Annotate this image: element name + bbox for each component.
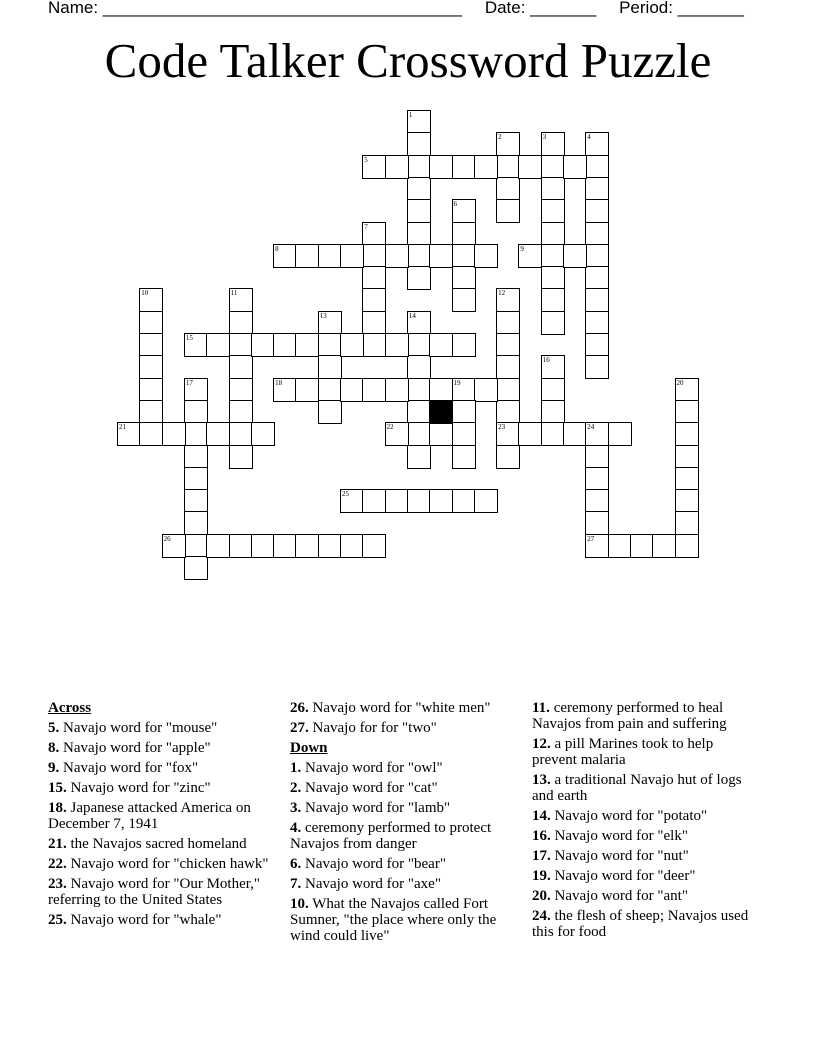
clue-number: 24 [587,423,595,432]
clue-item [48,912,278,928]
grid-cell[interactable] [429,422,453,446]
clue-item [532,736,752,768]
grid-cell[interactable] [585,222,609,246]
grid-cell[interactable] [407,199,431,223]
clue-text: Navajo word for "ant" [550,888,688,904]
grid-cell[interactable] [340,378,364,402]
grid-cell[interactable] [452,445,476,469]
grid-cell[interactable] [452,288,476,312]
clue-item [532,888,752,904]
grid-cell[interactable] [229,355,253,379]
grid-cell[interactable] [229,311,253,335]
clue-label-number: 17. [532,848,551,864]
grid-cell[interactable] [452,400,476,424]
clue-item [48,760,278,776]
grid-cell[interactable] [474,244,498,268]
grid-cell[interactable] [229,333,253,357]
clue-label-number: 6. [290,856,302,872]
clue-label-number: 3. [290,800,302,816]
clue-text: ceremony performed to protect Navajos from danger [290,820,492,852]
clue-number: 7 [364,222,368,231]
grid-cell[interactable] [541,311,565,335]
clue-number: 23 [498,423,506,432]
clue-item [48,836,278,852]
clue-number: 22 [386,423,394,432]
clue-number: 21 [119,423,126,432]
grid-cell[interactable] [496,378,520,402]
grid-cell[interactable] [541,244,565,268]
clue-number: 5 [364,155,368,164]
grid-cell[interactable] [407,222,431,246]
grid-cell[interactable] [518,422,542,446]
grid-cell[interactable] [429,244,453,268]
grid-cell[interactable] [229,378,253,402]
clue-text: Navajo word for "elk" [550,828,688,844]
clue-item [48,856,278,872]
clue-number: 3 [542,133,547,142]
grid-cell[interactable] [385,244,409,268]
clue-number: 1 [408,111,413,119]
clue-label-number: 24. [532,908,551,924]
grid-cell[interactable] [541,266,565,290]
grid-cell[interactable] [295,378,319,402]
grid-cell[interactable] [251,333,275,357]
grid-cell[interactable] [585,266,609,290]
clue-text: the Navajos sacred homeland [66,836,247,852]
clue-label-number: 2. [290,780,302,796]
clue-number: 13 [319,311,327,320]
grid-cell[interactable] [407,155,431,179]
grid-cell[interactable] [362,333,386,357]
grid-cell[interactable] [295,244,319,268]
clue-label-number: 4. [290,820,302,836]
grid-cell[interactable] [139,311,163,335]
clue-number: 4 [587,133,591,142]
grid-cell[interactable] [362,311,386,335]
clue-number: 20 [676,378,684,387]
grid-cell[interactable] [407,378,431,402]
clue-text: ceremony performed to heal Navajos from pain and suffering [532,700,727,732]
grid-cell[interactable] [474,155,498,179]
grid-cell[interactable] [407,400,431,424]
grid-cell[interactable] [474,378,498,402]
grid-cell[interactable] [385,333,409,357]
grid-cell[interactable] [541,378,565,402]
clue-text: Navajo word for "apple" [59,740,211,756]
clue-number: 25 [342,490,349,499]
grid-cell[interactable] [452,222,476,246]
clue-number: 6 [453,200,457,209]
grid-cell[interactable] [229,445,253,469]
grid-cell[interactable] [139,422,163,446]
clue-text: Navajo word for "lamb" [301,800,451,816]
clue-item [290,700,520,716]
grid-cell[interactable] [318,244,342,268]
grid-cell[interactable] [496,400,520,424]
grid-cell[interactable] [407,244,431,268]
clue-item [290,856,520,872]
clue-label-number: 13. [532,772,551,788]
clue-number: 2 [498,133,502,142]
grid-cell[interactable] [541,155,565,179]
clue-item [48,800,278,832]
grid-cell[interactable] [184,400,208,424]
clue-text: Navajo word for "nut" [550,848,689,864]
grid-cell[interactable] [139,400,163,424]
clue-text: Navajo for for "two" [308,720,437,736]
clue-number: 17 [185,378,193,387]
clue-number: 14 [408,311,416,320]
grid-cell[interactable] [541,222,565,246]
clue-text: Navajo word for "fox" [59,760,199,776]
grid-cell[interactable] [452,244,476,268]
grid-cell[interactable] [139,355,163,379]
grid-cell[interactable] [452,155,476,179]
clue-item [290,896,520,944]
grid-cell[interactable] [585,177,609,201]
grid-cell[interactable] [452,266,476,290]
clue-text: Navajo word for "owl" [301,760,443,776]
grid-cell[interactable] [496,177,520,201]
grid-cell[interactable] [585,511,609,535]
clue-label-number: 22. [48,856,67,872]
grid-cell[interactable] [585,489,609,513]
grid-cell[interactable] [474,489,498,513]
grid-cell[interactable] [318,400,342,424]
clue-item [532,828,752,844]
grid-cell[interactable] [362,244,386,268]
grid-cell[interactable] [496,199,520,223]
clue-item [532,772,752,804]
grid-cell[interactable] [318,378,342,402]
clue-number: 8 [275,244,279,253]
grid-cell[interactable] [608,422,632,446]
clue-item [532,868,752,884]
grid-cell[interactable] [675,489,699,513]
clue-label-number: 27. [290,720,309,736]
clue-text: Navajo word for "deer" [550,868,696,884]
clue-number: 19 [453,378,461,387]
clue-label-number: 18. [48,800,67,816]
date-field[interactable]: Date: _______ [484,0,597,17]
grid-cell[interactable] [184,556,208,580]
clue-label-number: 11. [532,700,550,716]
grid-cell[interactable] [496,355,520,379]
clue-number: 11 [230,289,238,298]
clue-number: 10 [141,289,149,298]
grid-cell[interactable] [518,155,542,179]
grid-cell[interactable] [585,199,609,223]
clue-text: Navajo word for "potato" [550,808,708,824]
grid-cell[interactable] [407,177,431,201]
grid-cell[interactable] [608,534,632,558]
clue-item [290,780,520,796]
clue-item [532,908,752,940]
grid-cell[interactable] [407,489,431,513]
clue-number: 26 [163,534,171,543]
clue-item [48,780,278,796]
grid-cell[interactable] [452,333,476,357]
grid-cell[interactable] [429,489,453,513]
page-title: Code Talker Crossword Puzzle [104,33,712,88]
grid-cell[interactable] [429,155,453,179]
grid-cell[interactable] [385,155,409,179]
grid-cell[interactable] [295,333,319,357]
grid-cell[interactable] [184,445,208,469]
grid-cell[interactable] [385,489,409,513]
grid-cell[interactable] [385,378,409,402]
clue-label-number: 21. [48,836,67,852]
clue-label-number: 5. [48,720,60,736]
clue-label-number: 23. [48,876,67,892]
clue-label-number: 8. [48,740,60,756]
grid-cell[interactable] [273,333,297,357]
grid-cell[interactable] [585,445,609,469]
grid-cell[interactable] [585,288,609,312]
grid-cell[interactable] [541,199,565,223]
grid-cell[interactable] [496,311,520,335]
grid-cell[interactable] [206,333,230,357]
grid-cell[interactable] [585,333,609,357]
grid-cell[interactable] [206,534,230,558]
across-heading: Across [48,700,92,716]
grid-cell[interactable] [675,511,699,535]
grid-cell[interactable] [407,266,431,290]
clue-label-number: 26. [290,700,309,716]
grid-cell[interactable] [340,244,364,268]
clue-item [48,740,278,756]
grid-cell[interactable] [585,467,609,491]
clue-label-number: 9. [48,760,60,776]
clue-text: Navajo word for "Our Mother," referring to the United States [48,876,261,908]
clue-item [290,760,520,776]
clue-label-number: 1. [290,760,302,776]
grid-cell[interactable] [362,288,386,312]
clue-item [532,848,752,864]
clue-label-number: 10. [290,896,309,912]
clue-label-number: 12. [532,736,551,752]
grid-cell[interactable] [675,400,699,424]
clue-label-number: 20. [532,888,551,904]
clue-label-number: 15. [48,780,67,796]
grid-cell[interactable] [563,422,587,446]
grid-cell[interactable] [362,534,386,558]
clue-number: 15 [185,334,193,342]
grid-cell[interactable] [541,422,565,446]
clue-text: Navajo word for "white men" [308,700,491,716]
grid-cell[interactable] [407,333,431,357]
grid-cell[interactable] [675,422,699,446]
clue-item [532,700,752,732]
grid-cell[interactable] [251,422,275,446]
clue-item [290,720,520,736]
clue-label-number: 19. [532,868,551,884]
down-heading: Down [290,740,328,756]
clue-item [290,820,520,852]
clue-number: 12 [498,289,506,298]
grid-cell[interactable] [184,467,208,491]
grid-cell[interactable] [139,333,163,357]
grid-cell[interactable] [496,445,520,469]
grid-cell[interactable] [295,534,319,558]
grid-cell[interactable] [362,378,386,402]
grid-cell[interactable] [496,155,520,179]
clue-text: Navajo word for "whale" [66,912,222,928]
clue-text: Navajo word for "axe" [301,876,441,892]
grid-cell[interactable] [273,534,297,558]
grid-cell[interactable] [541,400,565,424]
clue-label-number: 25. [48,912,67,928]
clue-text: a traditional Navajo hut of logs and earth [532,772,742,804]
clue-item [48,876,278,908]
grid-cell[interactable] [340,333,364,357]
clue-text: Navajo word for "bear" [301,856,446,872]
clue-label-number: 14. [532,808,551,824]
clue-number: 27 [587,534,595,543]
clue-text: What the Navajos called Fort Sumner, "the place where only the wind could live" [290,896,497,944]
clue-column-2 [290,700,520,948]
grid-cell[interactable] [362,489,386,513]
period-field[interactable]: Period: _______ [619,0,744,17]
name-field[interactable]: Name: ______________________________________ [48,0,463,17]
grid-cell[interactable] [407,132,431,156]
grid-cell[interactable] [318,534,342,558]
clue-number: 18 [275,378,283,387]
clue-number: 16 [542,356,550,365]
clue-label-number: 7. [290,876,302,892]
grid-cell[interactable] [184,511,208,535]
header-line [48,0,762,18]
clue-item [532,808,752,824]
grid-cell[interactable] [675,445,699,469]
grid-cell[interactable] [229,534,253,558]
grid-cell[interactable] [229,422,253,446]
grid-cell[interactable] [452,422,476,446]
grid-cell[interactable] [585,244,609,268]
clue-item [290,876,520,892]
grid-cell[interactable] [496,333,520,357]
clue-text: Navajo word for "cat" [301,780,438,796]
grid-cell[interactable] [229,400,253,424]
grid-cell[interactable] [630,534,654,558]
grid-cell[interactable] [407,422,431,446]
grid-cell[interactable] [563,244,587,268]
clue-text: Navajo word for "mouse" [59,720,218,736]
clue-text: Navajo word for "zinc" [66,780,211,796]
clue-text: a pill Marines took to help prevent malaria [532,736,714,768]
grid-cell[interactable] [429,378,453,402]
grid-cell[interactable] [563,155,587,179]
grid-cell[interactable] [251,534,275,558]
clue-column-1 [48,700,278,932]
grid-cell[interactable] [585,311,609,335]
clue-column-3 [532,700,752,944]
clue-label-number: 16. [532,828,551,844]
grid-cell[interactable] [407,445,431,469]
grid-cell[interactable] [340,534,364,558]
grid-cell[interactable] [675,467,699,491]
grid-cell[interactable] [585,155,609,179]
clue-text: Navajo word for "chicken hawk" [66,856,269,872]
clue-text: Japanese attacked America on December 7, 1941 [48,800,251,832]
grid-cell[interactable] [184,422,208,446]
grid-cell[interactable] [206,422,230,446]
grid-cell[interactable] [541,288,565,312]
clue-number: 9 [520,244,524,253]
grid-cell[interactable] [318,355,342,379]
grid-cell[interactable] [184,534,208,558]
grid-cell[interactable] [652,534,676,558]
grid-cell[interactable] [162,422,186,446]
grid-cell[interactable] [139,378,163,402]
grid-cell[interactable] [541,177,565,201]
grid-cell[interactable] [184,489,208,513]
grid-cell[interactable] [318,333,342,357]
grid-cell[interactable] [362,266,386,290]
grid-cell[interactable] [429,333,453,357]
grid-cell[interactable] [452,489,476,513]
clue-item [48,720,278,736]
grid-cell[interactable] [585,355,609,379]
grid-cell[interactable] [675,534,699,558]
clue-text: the flesh of sheep; Navajos used this for food [532,908,749,940]
clue-item [290,800,520,816]
black-square [429,400,453,424]
grid-cell[interactable] [407,355,431,379]
